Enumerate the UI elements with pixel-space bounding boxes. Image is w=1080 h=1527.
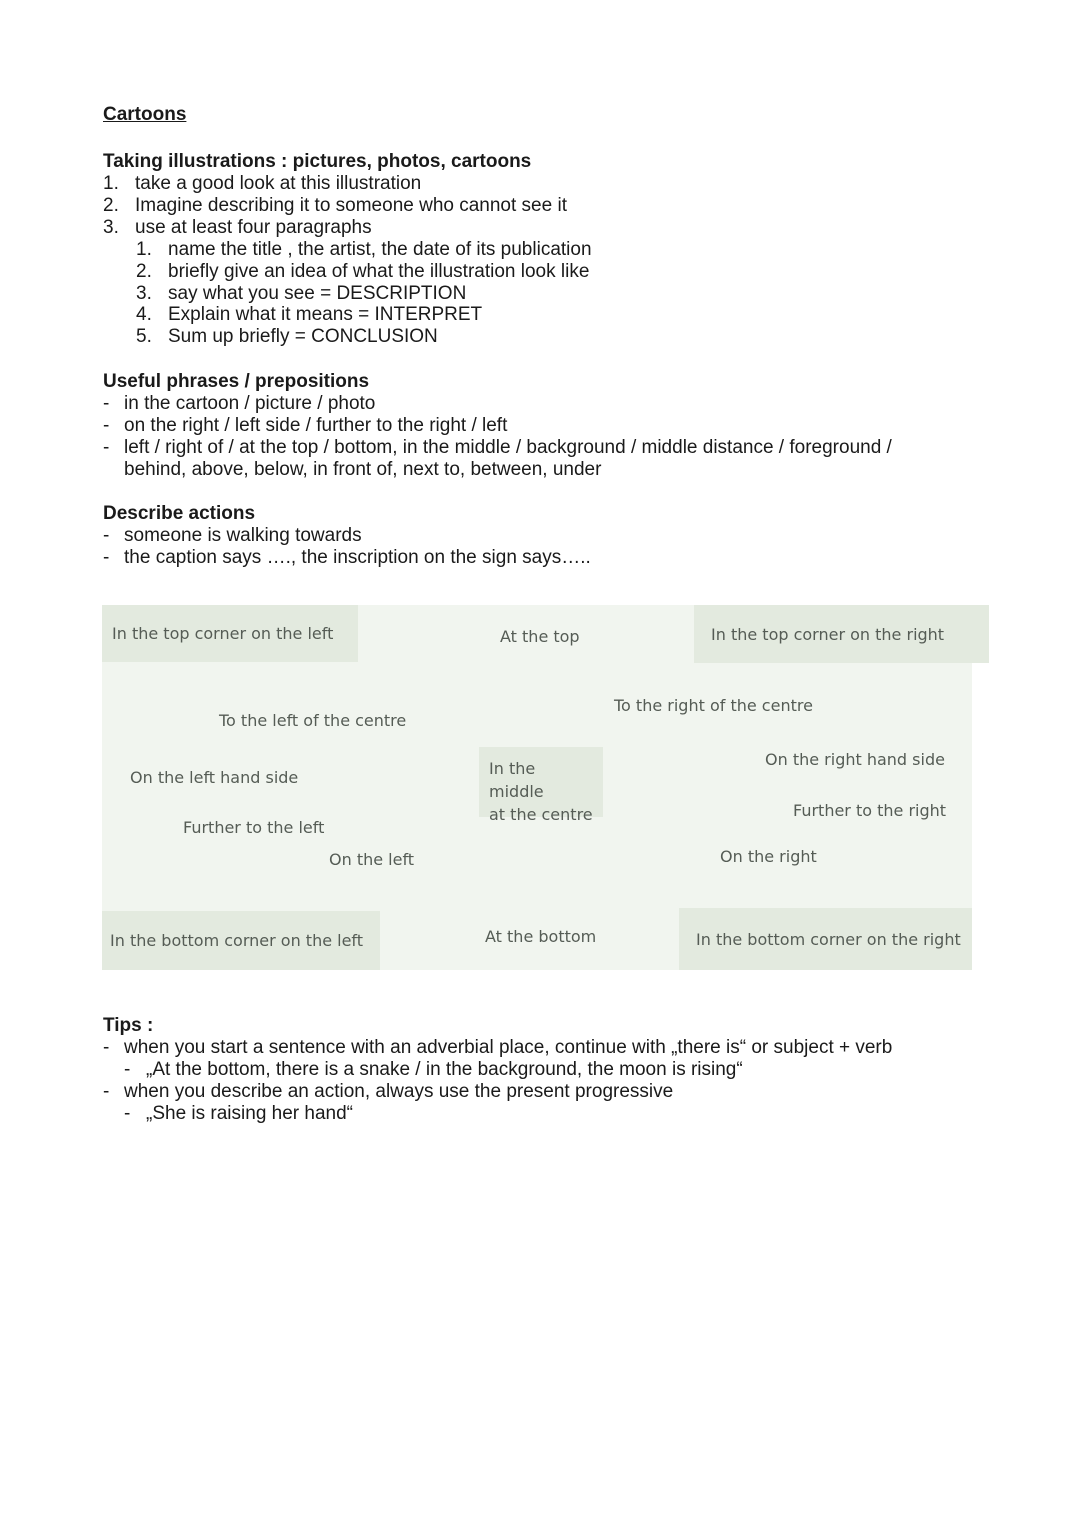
label-on-right: On the right <box>720 847 817 866</box>
label-right-hand-side: On the right hand side <box>765 750 945 769</box>
label-on-left: On the left <box>329 850 415 869</box>
label-further-right: Further to the right <box>793 801 947 820</box>
label-centre: at the centre <box>489 805 593 824</box>
label-bottom-left: In the bottom corner on the left <box>110 931 364 950</box>
label-right-of-centre: To the right of the centre <box>614 696 813 715</box>
label-left-of-centre: To the left of the centre <box>219 711 407 730</box>
label-bottom: At the bottom <box>485 927 597 946</box>
section-heading-useful-phrases: Useful phrases / prepositions <box>103 371 370 392</box>
label-top: At the top <box>500 627 580 646</box>
label-top-right: In the top corner on the right <box>711 624 945 644</box>
section-heading-taking-illustrations: Taking illustrations : pictures, photos, cartoons <box>103 151 532 172</box>
position-diagram <box>102 605 972 970</box>
cell-top-left <box>102 605 358 662</box>
section-heading-describe-actions: Describe actions <box>103 503 256 524</box>
cell-bottom-left <box>102 911 380 970</box>
cell-bottom-right <box>679 908 972 970</box>
page-title: Cartoons <box>103 104 187 125</box>
label-bottom-right: In the bottom corner on the right <box>696 929 961 949</box>
cell-top-right <box>694 605 989 663</box>
label-left-hand-side: On the left hand side <box>130 768 299 787</box>
list-item-continuation: behind, above, below, in front of, next to, between, under <box>124 459 602 480</box>
label-top-left: In the top corner on the left <box>112 624 334 643</box>
label-further-left: Further to the left <box>183 818 325 837</box>
cell-middle <box>479 747 603 824</box>
section-heading-tips: Tips : <box>103 1015 154 1036</box>
label-middle: In the middle <box>489 759 544 801</box>
